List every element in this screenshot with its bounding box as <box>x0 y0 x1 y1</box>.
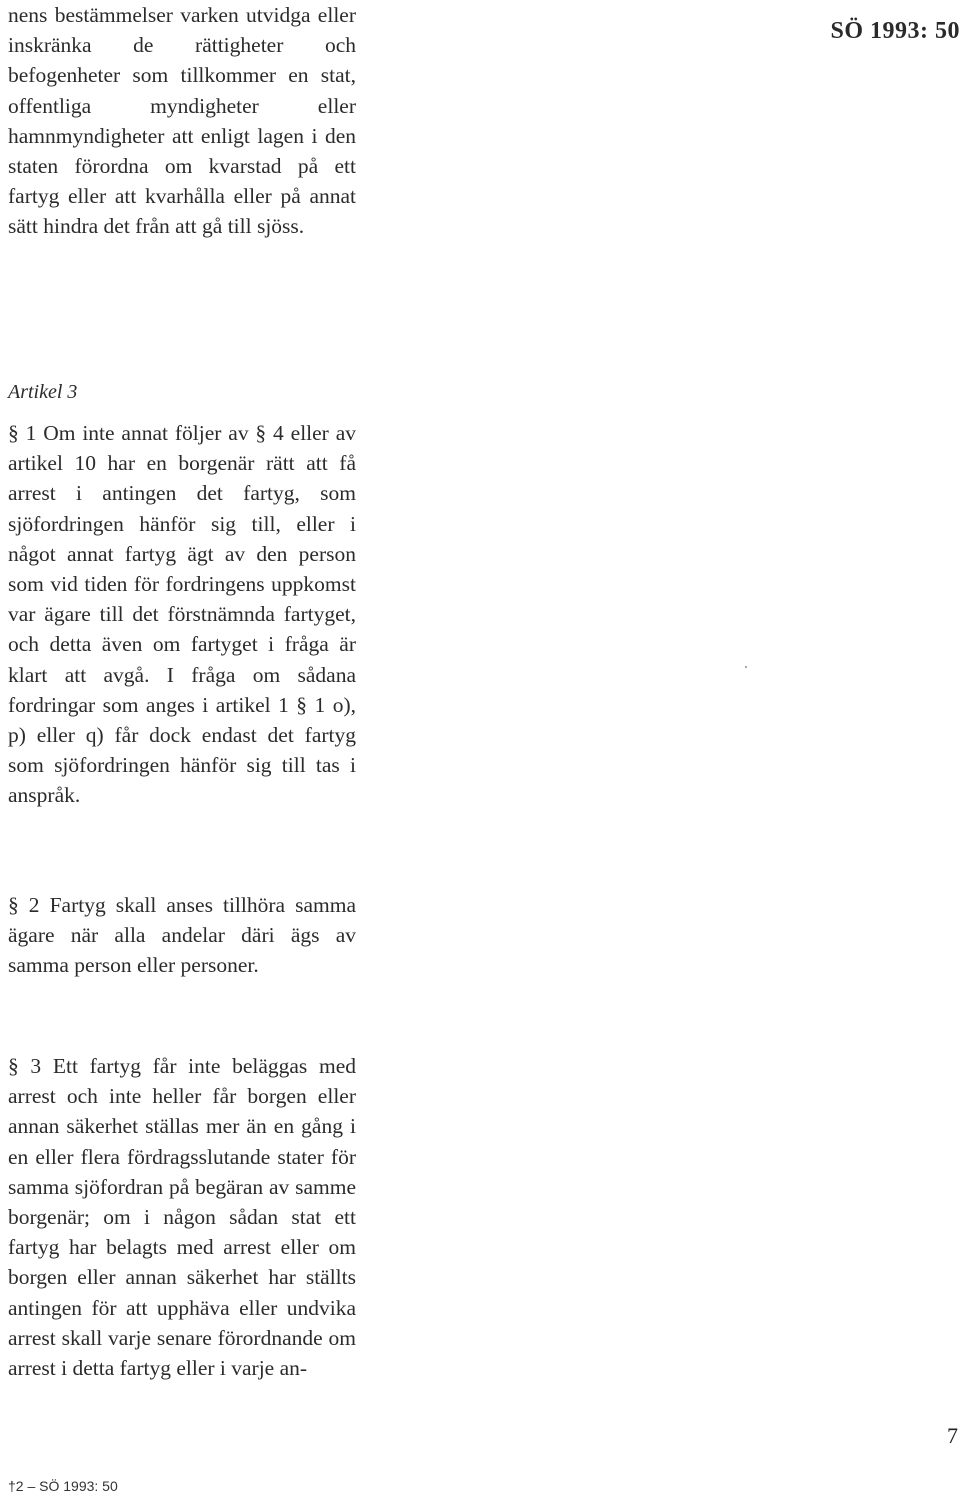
text-column-intro <box>8 0 356 242</box>
section-3-paragraph: § 3 Ett fartyg får inte beläggas med arrest och inte heller får borgen eller annan säkerhet ställas mer än en gång i en eller flera fördragsslutande stater för samma sjöfordran på begäran av samme borgenär; om i någon sådan stat ett fartyg har belagts med arrest eller om borgen eller annan säkerhet har ställts antingen för att upphäva eller undvika arrest skall varje senare förordnande om arrest i detta fartyg eller i varje an- <box>8 1054 356 1381</box>
intro-paragraph: nens bestämmelser varken utvidga eller inskränka de rättigheter och befogenheter som tillkommer en stat, offentliga myndigheter eller hamnmyndigheter att enligt lagen i den staten förordna om kvarstad på ett fartyg eller att kvarhålla eller på annat sätt hindra det från att gå till sjöss. <box>8 3 356 239</box>
page-number: 7 <box>947 1423 958 1448</box>
section-1-paragraph: § 1 Om inte annat följer av § 4 eller av artikel 10 har en borgenär rätt att få arrest i antingen det fartyg, som sjöfordringen hänför sig till, eller i något annat fartyg ägt av den person som vid tiden för fordringens uppkomst var ägare till det förstnämnda fartyget, och detta även om fartyget i fråga är klart att avgå. I fråga om sådana fordringar som anges i artikel 1 § 1 o), p) eller q) får dock endast det fartyg som sjöfordringen hänför sig till tas i anspråk. <box>8 421 356 808</box>
scan-speck <box>745 666 747 668</box>
article-heading: Artikel 3 <box>8 381 78 403</box>
section-2-paragraph: § 2 Fartyg skall anses tillhöra samma ägare när alla andelar däri ägs av samma person eller personer. <box>8 893 356 978</box>
text-column-section-1 <box>8 418 356 811</box>
print-code: †2 – SÖ 1993: 50 <box>8 1478 118 1494</box>
text-column-section-3 <box>8 1051 356 1383</box>
document-reference: SÖ 1993: 50 <box>830 18 960 44</box>
text-column-section-2 <box>8 890 356 981</box>
